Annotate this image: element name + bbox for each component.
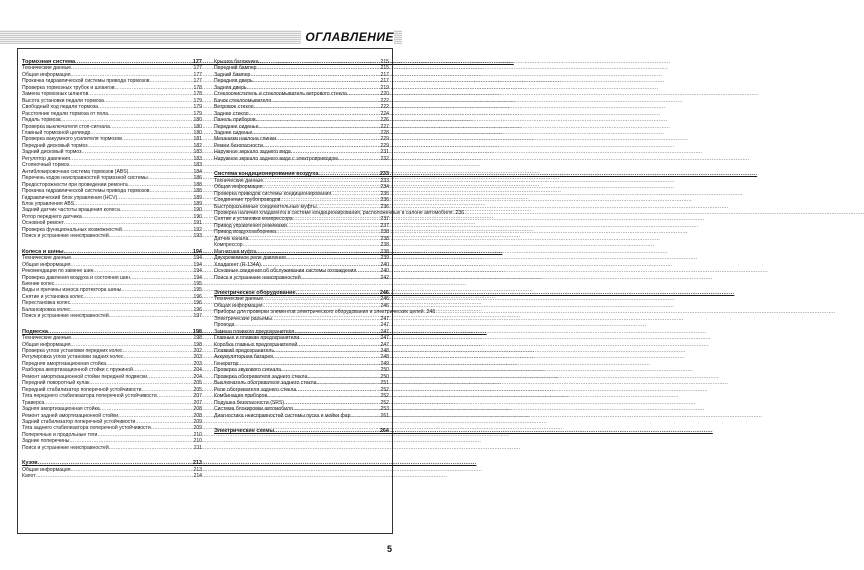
page-ref: 178 [193,84,202,91]
entry-title: Соединение трубопроводов [214,197,281,204]
page-ref: 177 [193,65,202,72]
entry-title: Плавкий предохранитель [214,348,275,355]
entry-title: Регулятор давления [22,155,71,162]
page-ref: 240 [380,268,389,275]
toc-section [214,428,389,434]
page-ref: 233 [379,171,389,178]
section-title: Тормозная система [22,59,76,65]
entry-title: Наружное зеркало заднего вида с электроприводом [214,155,338,162]
page-ref: 261 [380,412,389,419]
entry-title: Проверка выключателя стоп-сигнала [22,123,110,130]
page-ref: 184 [193,168,202,175]
page-ref: 220 [380,91,389,98]
page-ref: 179 [193,97,202,104]
page-ref: 192 [193,226,202,233]
page-ref: 180 [193,117,202,124]
page-ref: 190 [193,213,202,220]
entry-title: Генератор [214,360,239,367]
page-ref: 186 [193,175,202,182]
section-title: Кузов [22,460,38,467]
entry-title: Бачок стеклоомывателя [214,97,272,104]
page-ref: 239 [380,255,389,262]
page-ref: 242 [380,274,389,281]
entry-title: Ремонт амортизационной стойки передней подвески [22,373,148,380]
page-ref: 207 [193,399,202,406]
dot-leader [338,156,380,162]
entry-title: Траверса [22,399,45,406]
entry-title: Двухрежимное реле давления [214,255,286,262]
page-ref: 264 [379,428,389,435]
page-ref: 177 [192,59,202,65]
entry-title: Биение колес [22,280,55,287]
entry-title: Антиблокировочная система тормозов (ABS) [22,168,129,175]
page-ref: 233 [380,177,389,184]
page-ref: 196 [193,300,202,307]
page-ref: 222 [380,104,389,111]
page-title: ОГЛАВЛЕНИЕ [301,30,394,44]
page-ref: 217 [380,78,389,85]
entry-title: Технические данные [22,335,72,342]
page-ref: 210 [193,438,202,445]
page-ref: 210 [193,431,202,438]
entry-title: Ремонт задней амортизационной стойки [22,412,119,419]
page-ref: 208 [193,406,202,413]
entry-title: Снятие и установка колес [22,293,84,300]
entry-title: Виды и причины износа протектора шины [22,287,122,294]
page-ref: 178 [193,91,202,98]
page-ref: 236 [380,203,389,210]
entry-title: Технические данные [214,296,264,303]
section-title: Колеса и шины [22,248,64,255]
page-ref: 247 [380,322,389,329]
page-ref: 198 [192,328,202,335]
entry-title: Ремни безопасности [214,142,263,149]
toc-section-heading[interactable] [214,428,389,434]
page-ref: 194 [193,274,202,281]
entry-title: Привод воздухозаборника [214,229,277,236]
page-ref: 236 [380,197,389,204]
entry-title: Коробка главных предохранителей [214,341,298,348]
page-ref: 183 [193,162,202,169]
page-ref: 198 [193,335,202,342]
page-ref: 247 [380,335,389,342]
entry-title: Задняя амортизационная стойка [22,406,100,413]
entry-title: Главный тормозной цилиндр [22,129,91,136]
page-ref: 213 [192,460,202,467]
page-ref: 249 [380,360,389,367]
entry-title: Проверка приводов системы кондиционирования [214,190,332,197]
entry-title: Перестановка колес [22,300,71,307]
entry-title: Поиск и устранение неисправностей [214,274,301,281]
page-ref: 211 [193,444,202,451]
entry-title: Панель приборов [214,117,256,124]
page-ref: 188 [193,181,202,188]
page-ref: 238 [380,242,389,249]
page-ref: 183 [193,155,202,162]
entry-title: Заднее сиденье [214,129,253,136]
entry-title: Проверка наличия хладагента в системе кондиционирования, расположенных в салоне автомобиля [214,209,453,216]
page-ref: 204 [193,373,202,380]
page-ref: 231 [380,149,389,156]
entry-title: Выключатель обогревателя заднего стекла [214,380,317,387]
page-ref: 198 [193,341,202,348]
page-ref: 190 [193,207,202,214]
toc-section [22,329,202,452]
entry-title: Приборы для проверки элементов электрического оборудования и электрических цепей [214,309,424,316]
entry-title: Поиск и устранение неисправностей [22,233,109,240]
entry-title: Общая информация [214,302,263,309]
entry-title: Рекомендации по замене шин [22,268,94,275]
toc-section [22,460,202,479]
page-ref: 189 [193,194,202,201]
entry-title: Главные и плавкие предохранители [214,335,300,342]
page-ref: 183 [193,149,202,156]
page-ref: 194 [192,248,202,255]
dot-leader [301,275,380,281]
entry-title: Блок управления ABS [22,200,75,207]
entry-title: Разборка амортизационной стойки с пружиной [22,367,133,374]
entry-title: Задняя дверь [214,84,247,91]
entry-title: Высота установки педали тормоза [22,97,104,104]
page-ref: 252 [380,393,389,400]
entry-title: Реле обогревателя заднего стекла [214,386,297,393]
page-ref: 208 [193,412,202,419]
entry-title: Перечень кодов неисправностей тормозной системы [22,175,148,182]
entry-title: Общая информация [22,341,71,348]
dot-leader [274,428,379,434]
page-ref: 229 [380,136,389,143]
page-ref: 246 [380,302,389,309]
entry-title: Проверка обогревателя заднего стекла [214,373,308,380]
page-ref: 219 [380,84,389,91]
dot-leader [36,473,193,479]
entry-title: Капот [22,473,36,480]
toc-section [214,289,436,419]
page-ref: 248 [380,348,389,355]
entry-title: Поиск и устранение неисправностей [22,444,109,451]
entry-title: Поиск и устранение неисправностей [22,313,109,320]
page-ref: 189 [193,200,202,207]
page-ref: 180 [193,129,202,136]
page-ref: 191 [193,220,202,227]
section-title: Электрические схемы [214,428,275,435]
page-ref: 251 [380,380,389,387]
page-ref: 235 [380,190,389,197]
page-ref: 205 [193,386,202,393]
toc-right-column [214,59,465,443]
entry-title: Проверка вакуумного усилителя тормозов [22,136,122,143]
entry-title: Провода [214,322,235,329]
entry-title: Диагностика неисправностей системы пуска и мойки фар [214,412,351,419]
entry-title: Общая информация [214,184,263,191]
page-ref: 238 [380,248,389,255]
page-ref: 224 [380,110,389,117]
toc-entry[interactable] [22,313,202,319]
entry-title: Переднее сиденье [214,123,259,130]
entry-title: Стеклоочиститель и стеклоомыватель ветрового стекла [214,91,347,98]
entry-title: Тяга переднего стабилизатора поперечной устойчивости [22,393,157,400]
page-ref: 253 [380,406,389,413]
page-ref: 215 [380,65,389,72]
entry-title: Расстояние педали тормоза от пола [22,110,109,117]
page-ref: 205 [193,380,202,387]
toc-entry[interactable] [22,445,202,451]
entry-title: Технические данные [22,255,72,262]
toc-section [214,59,389,162]
dot-leader [350,413,379,419]
page-ref: 252 [380,399,389,406]
entry-title: Система блокировки автомобиля [214,406,293,413]
entry-title: Передний стабилизатор поперечной устойчивости [22,386,142,393]
page-ref: 248 [380,354,389,361]
entry-title: Технические данные [214,177,264,184]
toc-entry[interactable] [22,233,202,239]
toc-entry[interactable] [214,275,389,281]
entry-title: Наружное зеркало заднего вида [214,149,291,156]
entry-title: Прокачка гидравлической системы привода тормозов [22,188,150,195]
page-ref: 250 [380,373,389,380]
page-ref: 180 [193,123,202,130]
entry-title: Общая информация [22,261,71,268]
page-ref: 214 [193,473,202,480]
page-ref: 182 [193,142,202,149]
page-ref: 203 [193,360,202,367]
page-ref: 246 [380,296,389,303]
page-ref: 232 [380,155,389,162]
entry-title: Передняя дверь [214,78,253,85]
table-of-contents [17,48,465,534]
page-ref: 196 [193,293,202,300]
page-ref: 247 [380,315,389,322]
page-ref: 240 [380,261,389,268]
page-ref: 236 [455,209,465,216]
dot-leader [109,445,193,451]
page-ref: 247 [380,328,389,335]
entry-title: Ветровое стекло [214,104,254,111]
page-ref: 188 [193,188,202,195]
page-ref: 195 [193,280,202,287]
entry-title: Замена плавкого предохранителя [214,328,295,335]
entry-title: Проверка звукового сигнала [214,367,282,374]
entry-title: Привод управления режимами [214,222,287,229]
page-ref: 228 [380,129,389,136]
entry-title: Магнитная муфта [214,248,257,255]
page-ref: 237 [380,222,389,229]
page-ref: 227 [380,123,389,130]
entry-title: Электрические разъемы [214,315,272,322]
page-ref: 179 [193,110,202,117]
entry-title: Проверка углов установки передних колес [22,348,123,355]
page-ref: 204 [193,367,202,374]
page-ref: 252 [380,386,389,393]
entry-title: Задний стабилизатор поперечной устойчивости [22,419,136,426]
entry-title: Заднее стекло [214,110,249,117]
entry-title: Задний датчик частоты вращения колеса [22,207,120,214]
page-ref: 203 [193,354,202,361]
page-ref: 247 [380,341,389,348]
entry-title: Тяга заднего стабилизатора поперечной устойчивости [22,425,151,432]
entry-title: Передний бампер [214,65,257,72]
entry-title: Снятие и установка компрессора [214,216,293,223]
toc-entry[interactable] [214,413,389,419]
page-ref: 238 [380,235,389,242]
toc-left-column [22,59,202,489]
entry-title: Проверка тормозных трубок и шлангов [22,84,115,91]
page-ref: 246 [379,289,389,296]
toc-section [22,59,202,240]
section-title: Система кондиционирования воздуха [214,171,319,178]
page-ref: 177 [193,71,202,78]
toc-section [22,249,202,320]
entry-title: Задние поперечины [22,438,70,445]
entry-title: Предосторожности при проведении ремонта [22,181,128,188]
page-ref: 250 [380,367,389,374]
toc-entry[interactable] [214,156,389,162]
page-ref: 193 [193,233,202,240]
entry-title: Педаль тормоза [22,117,61,124]
entry-title: Подушка безопасности (SRS) [214,399,285,406]
entry-title: Задний дисковый тормоз [22,149,82,156]
entry-title: Хладагент (R-134A) [214,261,261,268]
entry-title: Ротор переднего датчика [22,213,82,220]
entry-title: Аккумуляторная батарея [214,354,273,361]
page-ref: 197 [193,313,202,320]
entry-title: Механизм наклона спинки [214,136,277,143]
page-ref: 196 [193,306,202,313]
page-ref: 207 [193,393,202,400]
entry-title: Основные сведения об обслуживании системы охлаждения [214,268,357,275]
toc-section [214,171,465,281]
section-title: Подвеска [22,328,48,335]
entry-title: Передний дисковый тормоз [22,142,88,149]
page-ref: 229 [380,142,389,149]
page-ref: 215 [380,59,389,65]
page-ref: 179 [193,104,202,111]
entry-title: Проверка давления воздуха и состояния шин [22,274,130,281]
page-ref: 238 [380,229,389,236]
entry-title: Задний бампер [214,71,251,78]
entry-title: Балансировка колес [22,306,71,313]
entry-title: Технические данные [22,65,72,72]
entry-title: Прокачка гидравлической системы привода тормозов [22,78,150,85]
entry-title: Общая информация [22,466,71,473]
dot-leader [109,313,193,319]
entry-title: Регулировка углов установки задних колес [22,354,124,361]
dot-leader [109,233,193,239]
entry-title: Компрессор [214,242,243,249]
entry-title: Замена тормозных шлангов [22,91,89,98]
page-ref: 177 [193,78,202,85]
entry-title: Стояночный тормоз [22,162,70,169]
page-ref: 226 [380,117,389,124]
entry-title: Передняя амортизационная стойка [22,360,106,367]
page-number: 5 [386,544,392,554]
entry-title: Быстроразъемные соединительные муфты [214,203,317,210]
page-ref: 222 [380,97,389,104]
page-ref: 217 [380,71,389,78]
page-ref: 181 [193,136,202,143]
page-ref: 194 [193,261,202,268]
page-ref: 194 [193,255,202,262]
page-ref: 246 [426,309,436,316]
entry-title: Проверка функциональных возможностей [22,226,122,233]
page-ref: 202 [193,348,202,355]
entry-title: Гидравлический блок управления (HCV) [22,194,118,201]
entry-title: Комбинация приборов [214,393,268,400]
page-ref: 209 [193,419,202,426]
entry-title: Свободный ход педали тормоза [22,104,99,111]
section-title: Электрическое оборудование [214,289,296,296]
page-ref: 234 [380,184,389,191]
entry-title: Крышка багажника [214,59,259,65]
entry-title: Поперечные и продольные тяги [22,431,98,438]
entry-title: Общая информация [22,71,71,78]
page-ref: 213 [193,466,202,473]
page-ref: 237 [380,216,389,223]
page-ref: 195 [193,287,202,294]
page-ref: 209 [193,425,202,432]
entry-title: Передний поворотный кулак [22,380,90,387]
entry-title: Датчик канала [214,235,249,242]
entry-title: Основной ремонт [22,220,64,227]
page-ref: 194 [193,268,202,275]
toc-entry[interactable] [22,473,202,479]
